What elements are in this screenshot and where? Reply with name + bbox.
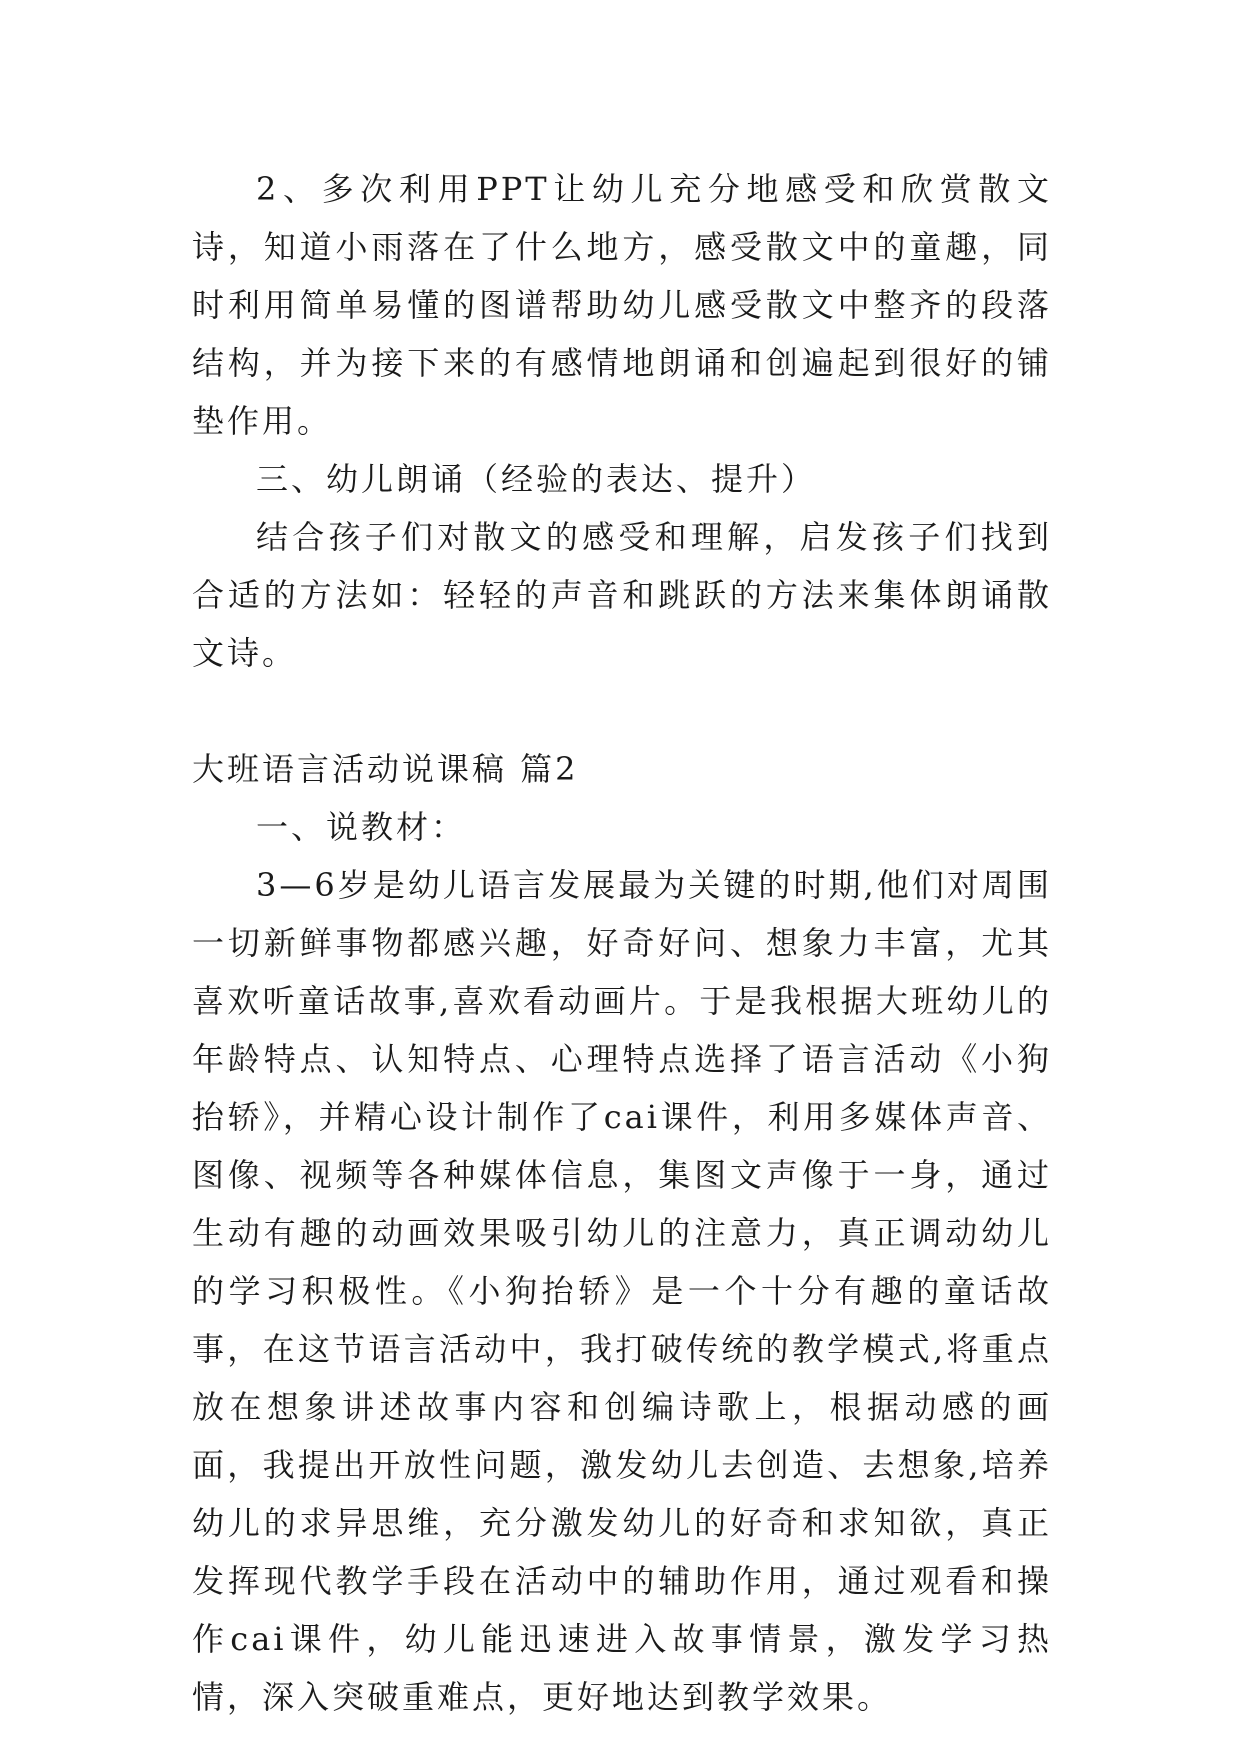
- section-title: 大班语言活动说课稿 篇2: [192, 750, 579, 788]
- paragraph-heading-recitation: 三、幼儿朗诵（经验的表达、提升）: [256, 460, 817, 498]
- paragraph-recitation-method: 结合孩子们对散文的感受和理解，启发孩子们找到合适的方法如：轻轻的声音和跳跃的方法来集体朗诵散文诗。: [192, 518, 1052, 672]
- paragraph-materials-body: 3—6岁是幼儿语言发展最为关键的时期,他们对周围一切新鲜事物都感兴趣，好奇好问、想象力丰富，尤其喜欢听童话故事,喜欢看动画片。于是我根据大班幼儿的年龄特点、认知特点、心理特点选择了语言活动《小狗抬轿》，并精心设计制作了cai课件，利用多媒体声音、图像、视频等各种媒体信息，集图文声像于一身，通过生动有趣的动画效果吸引幼儿的注意力，真正调动幼儿的学习积极性。《小狗抬轿》是一个十分有趣的童话故事，在这节语言活动中，我打破传统的教学模式,将重点放在想象讲述故事内容和创编诗歌上，根据动感的画面，我提出开放性问题，激发幼儿去创造、去想象,培养幼儿的求异思维，充分激发幼儿的好奇和求知欲，真正发挥现代教学手段在活动中的辅助作用，通过观看和操作cai课件，幼儿能迅速进入故事情景，激发学习热情，深入突破重难点，更好地达到教学效果。: [192, 866, 1052, 1716]
- paragraph-ppt-usage: 2、多次利用PPT让幼儿充分地感受和欣赏散文诗，知道小雨落在了什么地方，感受散文中的童趣，同时利用简单易懂的图谱帮助幼儿感受散文中整齐的段落结构，并为接下来的有感情地朗诵和创遍起到很好的铺垫作用。: [192, 170, 1052, 440]
- document-body: [192, 160, 1052, 1726]
- paragraph-heading-materials: 一、说教材：: [256, 808, 467, 846]
